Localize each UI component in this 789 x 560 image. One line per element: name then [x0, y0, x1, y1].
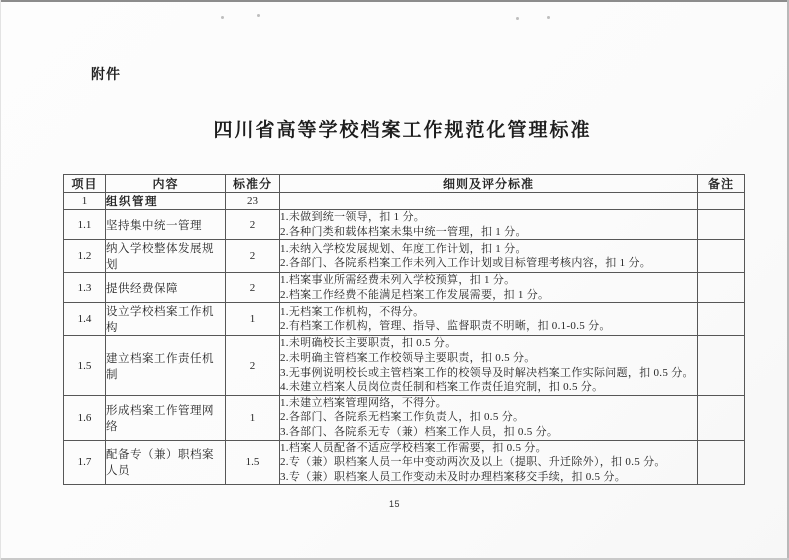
- criteria-line: 2.专（兼）职档案人员一年中变动两次及以上（提职、升迁除外），扣 0.5 分。: [280, 456, 666, 469]
- criteria-line: 1.未做到统一领导，扣 1 分。: [280, 211, 426, 223]
- cell-criteria: [280, 210, 698, 240]
- page-number: 15: [388, 499, 400, 509]
- cell-remark: [698, 440, 745, 485]
- criteria-line: 3.专（兼）职档案人员工作变动未及时办理档案移交手续，扣 0.5 分。: [280, 470, 626, 483]
- cell-remark: [698, 395, 745, 440]
- criteria-line: 2.各种门类和载体档案未集中统一管理，扣 1 分。: [280, 225, 527, 238]
- cell-remark: [698, 193, 745, 210]
- table-row: [64, 440, 745, 485]
- table-row: [64, 395, 745, 440]
- criteria-line: 1.档案事业所需经费未列入学校预算，扣 1 分。: [280, 274, 516, 287]
- cell-item: 1.6: [64, 395, 106, 440]
- cell-criteria: [280, 303, 698, 336]
- criteria-line: 2.各部门、各院系无档案工作负责人，扣 0.5 分。: [280, 411, 525, 424]
- cell-score: 1.5: [226, 440, 280, 485]
- criteria-line: 2.有档案工作机构，管理、指导、监督职责不明晰，扣 0.1-0.5 分。: [280, 320, 611, 333]
- cell-criteria: [280, 395, 698, 440]
- cell-content: 纳入学校整体发展规划: [106, 240, 226, 273]
- cell-remark: [698, 273, 745, 303]
- cell-item: 1.7: [64, 440, 106, 485]
- cell-remark: [698, 336, 745, 395]
- scan-edge-top: [0, 0, 789, 2]
- criteria-line: 2.各部门、各院系档案工作未列入工作计划或目标管理考核内容，扣 1 分。: [280, 257, 652, 270]
- cell-item: 1: [64, 193, 106, 210]
- criteria-line: 3.各部门、各院系无专（兼）档案工作人员，扣 0.5 分。: [280, 425, 559, 438]
- page-title: 四川省高等学校档案工作规范化管理标准: [213, 120, 592, 141]
- cell-content: 设立学校档案工作机构: [106, 303, 226, 336]
- cell-content: 形成档案工作管理网络: [106, 395, 226, 440]
- cell-item: 1.5: [64, 336, 106, 395]
- cell-criteria: [280, 440, 698, 485]
- criteria-line: 2.档案工作经费不能满足档案工作发展需要，扣 1 分。: [280, 288, 550, 301]
- cell-score: 2: [226, 273, 280, 303]
- column-header-1: 内容: [106, 175, 226, 193]
- cell-remark: [698, 303, 745, 336]
- cell-score: 23: [226, 193, 280, 210]
- cell-score: 2: [226, 210, 280, 240]
- attachment-label: 附件: [91, 66, 121, 82]
- scan-speck: [257, 14, 260, 17]
- scan-edge-left: [0, 0, 1, 560]
- table-row: [64, 303, 745, 336]
- table-row: [64, 193, 745, 210]
- criteria-line: 2.未明确主管档案工作校领导主要职责，扣 0.5 分。: [280, 351, 536, 364]
- column-header-2: 标准分: [226, 175, 280, 193]
- cell-score: 2: [226, 240, 280, 273]
- criteria-line: 1.未纳入学校发展规划、年度工作计划，扣 1 分。: [280, 242, 527, 255]
- criteria-line: 1.未建立档案管理网络，不得分。: [280, 396, 448, 409]
- scan-speck: [547, 16, 550, 19]
- cell-score: 1: [226, 395, 280, 440]
- scan-speck: [516, 17, 519, 20]
- cell-criteria: [280, 336, 698, 395]
- cell-item: 1.4: [64, 303, 106, 336]
- cell-item: 1.1: [64, 210, 106, 240]
- cell-criteria: [280, 273, 698, 303]
- cell-content: 提供经费保障: [106, 273, 226, 303]
- criteria-line: 4.未建立档案人员岗位责任制和档案工作责任追究制，扣 0.5 分。: [280, 381, 604, 394]
- cell-content: 组织管理: [106, 193, 226, 210]
- table-row: [64, 210, 745, 240]
- criteria-line: 1.档案人员配备不适应学校档案工作需要，扣 0.5 分。: [280, 441, 547, 454]
- cell-score: 1: [226, 303, 280, 336]
- table-row: [64, 273, 745, 303]
- criteria-line: 3.无事例说明校长或主管档案工作的校领导及时解决档案工作实际问题，扣 0.5 分。: [280, 366, 694, 379]
- criteria-line: 1.未明确校长主要职责，扣 0.5 分。: [280, 337, 457, 350]
- cell-criteria: [280, 240, 698, 273]
- criteria-line: 1.无档案工作机构，不得分。: [280, 305, 425, 318]
- cell-remark: [698, 240, 745, 273]
- column-header-4: 备注: [698, 175, 745, 193]
- cell-score: 2: [226, 336, 280, 395]
- table-row: [64, 336, 745, 395]
- column-header-3: 细则及评分标准: [280, 175, 698, 193]
- cell-criteria: [280, 193, 698, 210]
- cell-remark: [698, 210, 745, 240]
- cell-content: 建立档案工作责任机制: [106, 336, 226, 395]
- cell-content: 配备专（兼）职档案人员: [106, 440, 226, 485]
- cell-content: 坚持集中统一管理: [106, 210, 226, 240]
- standards-table: [63, 174, 745, 485]
- cell-item: 1.2: [64, 240, 106, 273]
- column-header-0: 项目: [64, 175, 106, 193]
- table-row: [64, 240, 745, 273]
- scan-speck: [221, 16, 224, 19]
- cell-item: 1.3: [64, 273, 106, 303]
- table-header-row: [64, 175, 745, 193]
